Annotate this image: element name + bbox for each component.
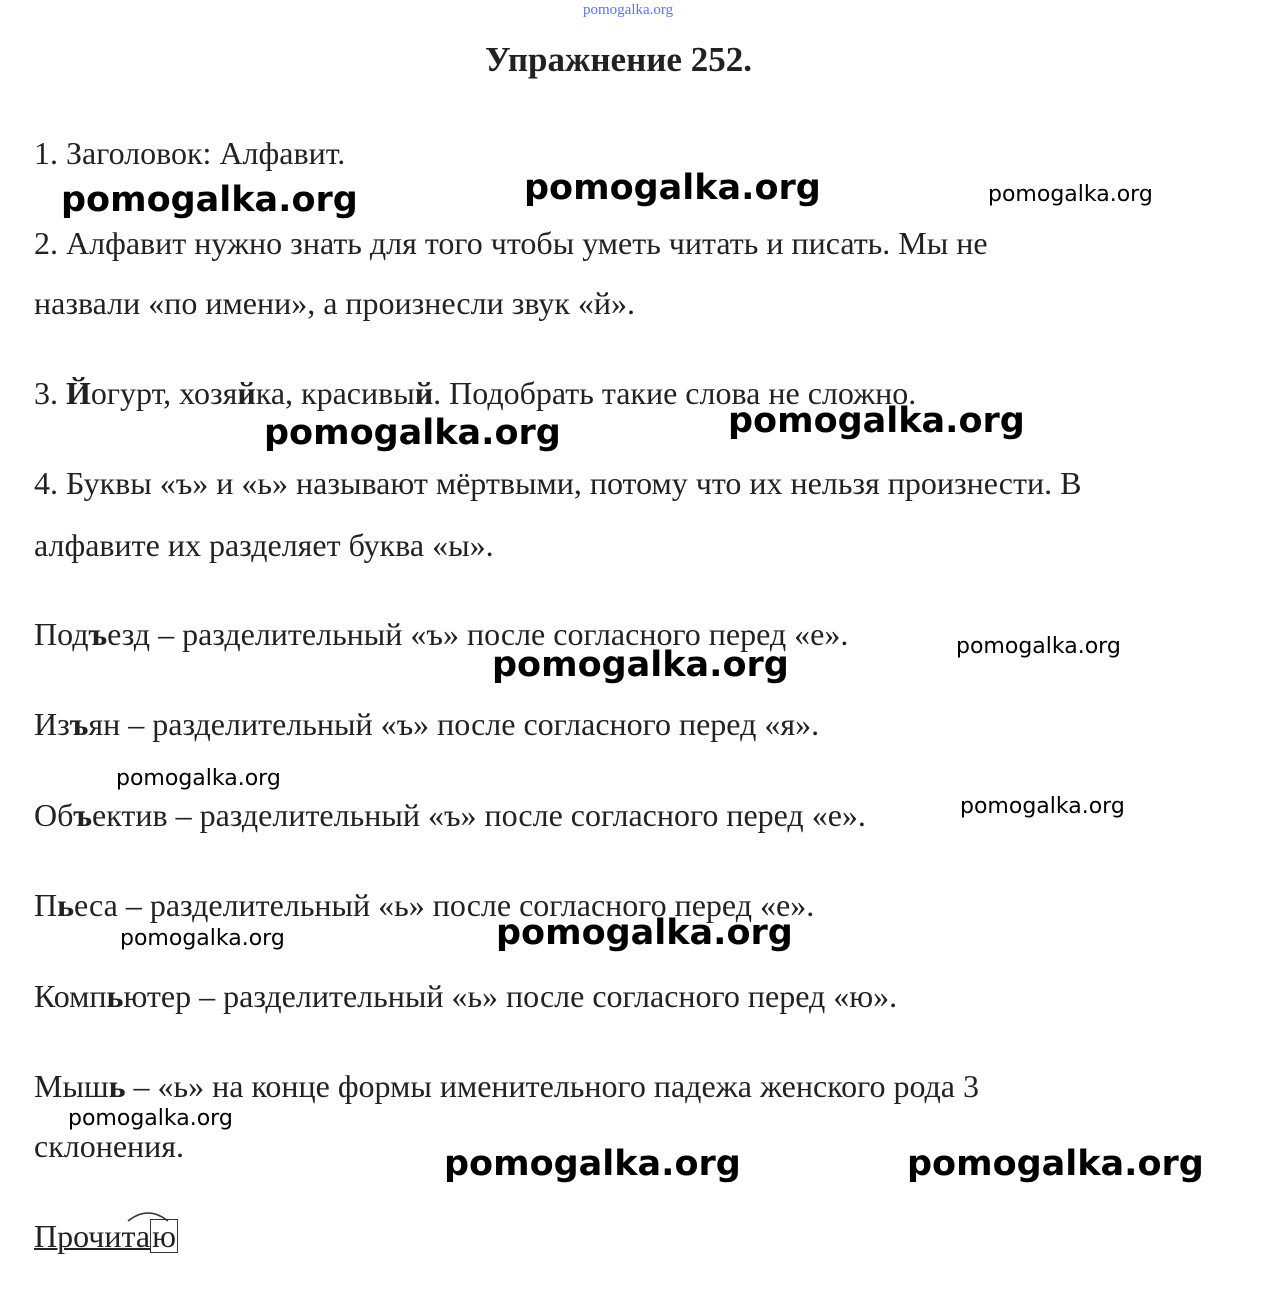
example-ending-box: ю (152, 1218, 176, 1254)
watermark: pomogalka.org (524, 168, 821, 208)
word-part: ектив – разделительный «ъ» после согласного перед «е». (92, 797, 866, 833)
highlight-letter: й (414, 375, 434, 411)
item-4-line-2: алфавите их разделяет буква «ы». (34, 527, 494, 563)
highlight-letter: ъ (88, 616, 108, 652)
watermark: pomogalka.org (120, 926, 285, 951)
last-line: склонения. (34, 1128, 185, 1164)
example-stem: Прочита (34, 1218, 151, 1254)
item-2-line-1: 2. Алфавит нужно знать для того чтобы уметь читать и писать. Мы не (34, 225, 988, 261)
root-arc-icon (127, 1208, 169, 1222)
watermark: pomogalka.org (728, 401, 1025, 441)
item-3-text: ка, красивы (255, 375, 415, 411)
highlight-letter: ъ (73, 797, 93, 833)
watermark: pomogalka.org (61, 180, 358, 220)
highlight-letter: Й (66, 375, 91, 411)
watermark: pomogalka.org (956, 634, 1121, 659)
word-line (34, 797, 866, 834)
word-part: ян – разделительный «ъ» после согласного перед «я». (88, 706, 820, 742)
highlight-letter: ь (57, 887, 75, 923)
item-4-line-1: 4. Буквы «ъ» и «ь» называют мёртвыми, потому что их нельзя произнести. В (34, 465, 1082, 501)
watermark: pomogalka.org (960, 794, 1125, 819)
word-part: Об (34, 797, 74, 833)
item-1: 1. Заголовок: Алфавит. (34, 135, 346, 171)
word-part: – «ь» на конце формы именительного падежа женского рода 3 (125, 1068, 979, 1104)
item-3-text: огурт, хозя (90, 375, 238, 411)
item-2-line-2: назвали «по имени», а произнесли звук «й». (34, 285, 636, 321)
word-line (34, 706, 819, 743)
word-line (34, 1068, 979, 1105)
page-title: Упражнение 252. (485, 40, 752, 79)
highlight-letter: ъ (69, 706, 89, 742)
word-part: ютер – разделительный «ь» после согласного перед «ю». (123, 978, 898, 1014)
word-part: Комп (34, 978, 107, 1014)
watermark: pomogalka.org (492, 645, 789, 685)
word-part: езд – разделительный «ъ» после согласного перед «е». (107, 616, 849, 652)
morpheme-example (34, 1218, 178, 1255)
watermark: pomogalka.org (68, 1106, 233, 1131)
watermark: pomogalka.org (907, 1144, 1204, 1184)
word-line (34, 978, 897, 1015)
watermark: pomogalka.org (496, 913, 793, 953)
word-part: Под (34, 616, 89, 652)
highlight-letter: й (237, 375, 256, 411)
watermark: pomogalka.org (444, 1144, 741, 1184)
item-3-text: 3. (34, 375, 66, 411)
site-link-top[interactable]: pomogalka.org (583, 2, 674, 18)
watermark: pomogalka.org (264, 413, 561, 453)
highlight-letter: ь (108, 1068, 126, 1104)
word-part: Мыш (34, 1068, 109, 1104)
word-part: П (34, 887, 58, 923)
watermark: pomogalka.org (116, 766, 281, 791)
highlight-letter: ь (106, 978, 124, 1014)
word-part: Из (34, 706, 70, 742)
word-part: еса – разделительный «ь» после согласного перед «е». (74, 887, 815, 923)
watermark: pomogalka.org (988, 182, 1153, 207)
item-3-text: . Подобрать такие слова не сложно. (433, 375, 917, 411)
